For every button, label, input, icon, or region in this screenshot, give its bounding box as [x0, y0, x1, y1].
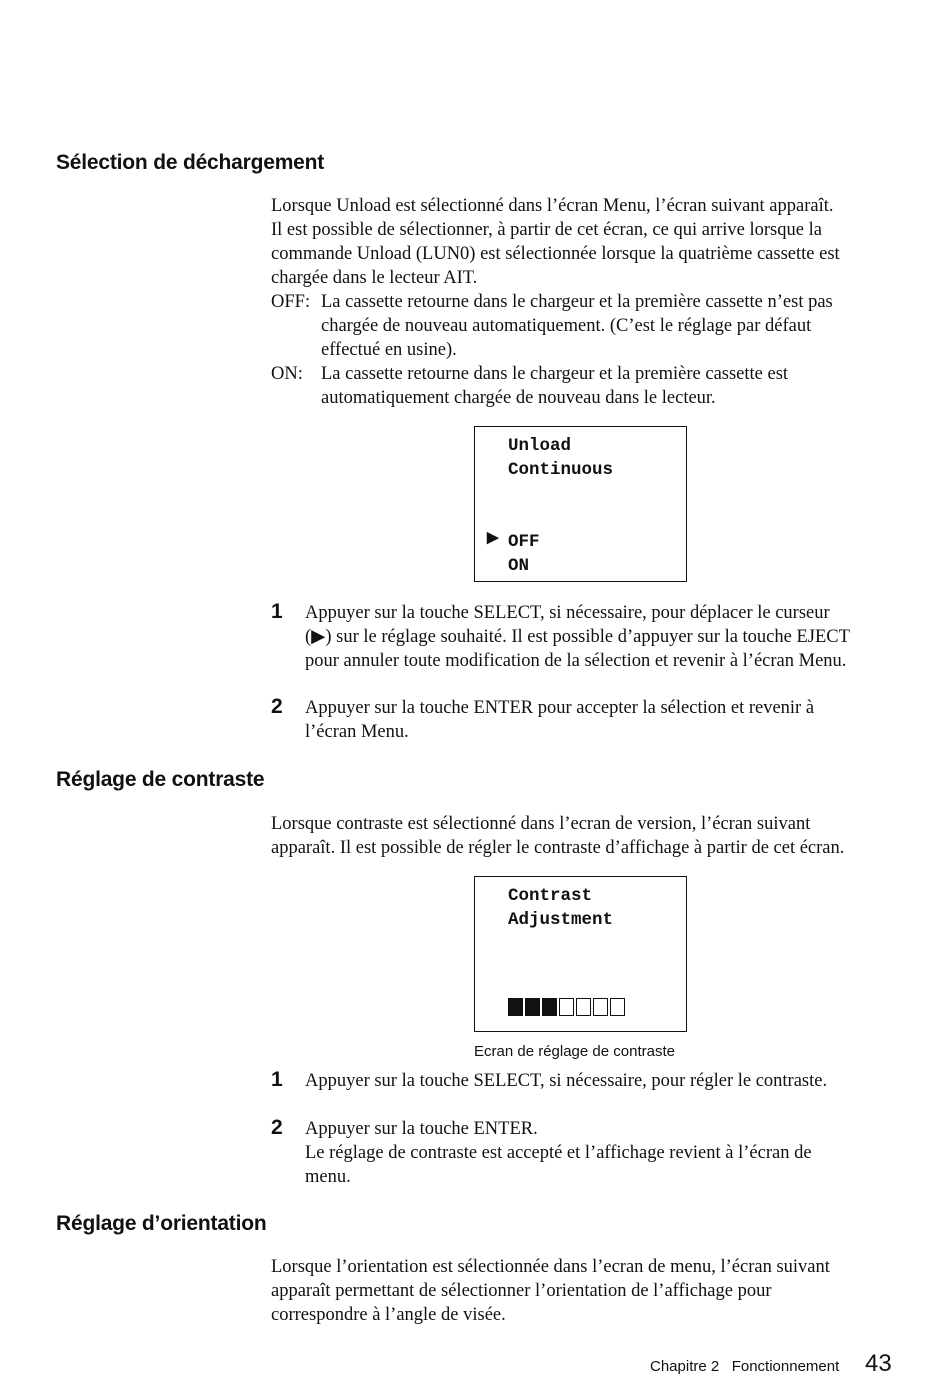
section-heading-contrast: Réglage de contraste: [56, 768, 265, 791]
text-line: Lorsque Unload est sélectionné dans l’écran Menu, l’écran suivant apparaît.: [271, 196, 834, 216]
text-line: Appuyer sur la touche ENTER pour accepter la sélection et revenir à: [305, 698, 815, 718]
step-number: 2: [271, 695, 283, 718]
display-option-on: ON: [508, 556, 530, 576]
unload-step-2: [271, 696, 901, 744]
display-title-line: Contrast: [508, 886, 593, 906]
text-line: automatiquement chargée de nouveau dans le lecteur.: [321, 388, 716, 408]
text-line: La cassette retourne dans le chargeur et la première cassette est: [321, 364, 789, 384]
contrast-cell-empty: [593, 998, 608, 1016]
text-line: Il est possible de sélectionner, à partir de cet écran, ce qui arrive lorsque la: [271, 220, 822, 240]
step-text: [305, 601, 901, 673]
contrast-cell-empty: [610, 998, 625, 1016]
option-off-definition: [271, 290, 901, 362]
text-line: chargée de nouveau automatiquement. (C’est le réglage par défaut: [321, 316, 812, 336]
option-text: [321, 290, 901, 362]
figure-caption: Ecran de réglage de contraste: [474, 1043, 675, 1060]
cursor-arrow-icon: ▶: [487, 530, 499, 547]
unload-display-screen: [474, 426, 687, 582]
contrast-step-1: [271, 1069, 901, 1093]
contrast-step-2: [271, 1117, 901, 1189]
display-option-off: OFF: [508, 532, 540, 552]
section-heading-unload: Sélection de déchargement: [56, 151, 325, 174]
contrast-level-bar: [508, 998, 625, 1016]
display-title-line: Unload: [508, 436, 572, 456]
step-text: [305, 696, 901, 744]
footer-chapter-label: Chapitre 2 Fonctionnement: [650, 1358, 840, 1375]
contrast-cell-filled: [542, 998, 557, 1016]
text-line: Appuyer sur la touche SELECT, si nécessaire, pour régler le contraste.: [305, 1071, 828, 1091]
text-line: (▶) sur le réglage souhaité. Il est possible d’appuyer sur la touche EJECT: [305, 627, 850, 647]
text-line: commande Unload (LUN0) est sélectionnée lorsque la quatrième cassette est: [271, 244, 840, 264]
text-line: l’écran Menu.: [305, 722, 409, 742]
text-line: Appuyer sur la touche ENTER.: [305, 1119, 538, 1139]
step-number: 2: [271, 1116, 283, 1139]
contrast-cell-filled: [525, 998, 540, 1016]
text-line: La cassette retourne dans le chargeur et la première cassette n’est pas: [321, 292, 833, 312]
text-line: menu.: [305, 1167, 351, 1187]
option-label: OFF:: [271, 292, 311, 312]
display-title-line: Adjustment: [508, 910, 614, 930]
contrast-cell-empty: [576, 998, 591, 1016]
display-title-line: Continuous: [508, 460, 614, 480]
section-heading-orientation: Réglage d’orientation: [56, 1212, 267, 1235]
unload-intro-paragraph: [271, 194, 901, 290]
text-line: Lorsque contraste est sélectionné dans l’ecran de version, l’écran suivant: [271, 814, 811, 834]
contrast-display-screen: [474, 876, 687, 1032]
step-text: [305, 1117, 901, 1189]
text-line: Appuyer sur la touche SELECT, si nécessaire, pour déplacer le curseur: [305, 603, 830, 623]
text-line: correspondre à l’angle de visée.: [271, 1305, 506, 1325]
footer-page-number: 43: [865, 1350, 892, 1377]
step-number: 1: [271, 1068, 283, 1091]
step-text: [305, 1069, 901, 1093]
step-number: 1: [271, 600, 283, 623]
unload-step-1: [271, 601, 901, 673]
text-line: apparaît. Il est possible de régler le contraste d’affichage à partir de cet écran.: [271, 838, 845, 858]
text-line: Le réglage de contraste est accepté et l’affichage revient à l’écran de: [305, 1143, 812, 1163]
contrast-cell-empty: [559, 998, 574, 1016]
text-line: chargée dans le lecteur AIT.: [271, 268, 478, 288]
text-line: Lorsque l’orientation est sélectionnée dans l’ecran de menu, l’écran suivant: [271, 1257, 830, 1277]
orientation-intro-paragraph: [271, 1255, 901, 1327]
text-line: effectué en usine).: [321, 340, 457, 360]
contrast-cell-filled: [508, 998, 523, 1016]
text-line: pour annuler toute modification de la sélection et revenir à l’écran Menu.: [305, 651, 847, 671]
text-line: apparaît permettant de sélectionner l’orientation de l’affichage pour: [271, 1281, 772, 1301]
option-label: ON:: [271, 364, 303, 384]
option-text: [321, 362, 901, 410]
contrast-intro-paragraph: [271, 812, 901, 860]
option-on-definition: [271, 362, 901, 410]
